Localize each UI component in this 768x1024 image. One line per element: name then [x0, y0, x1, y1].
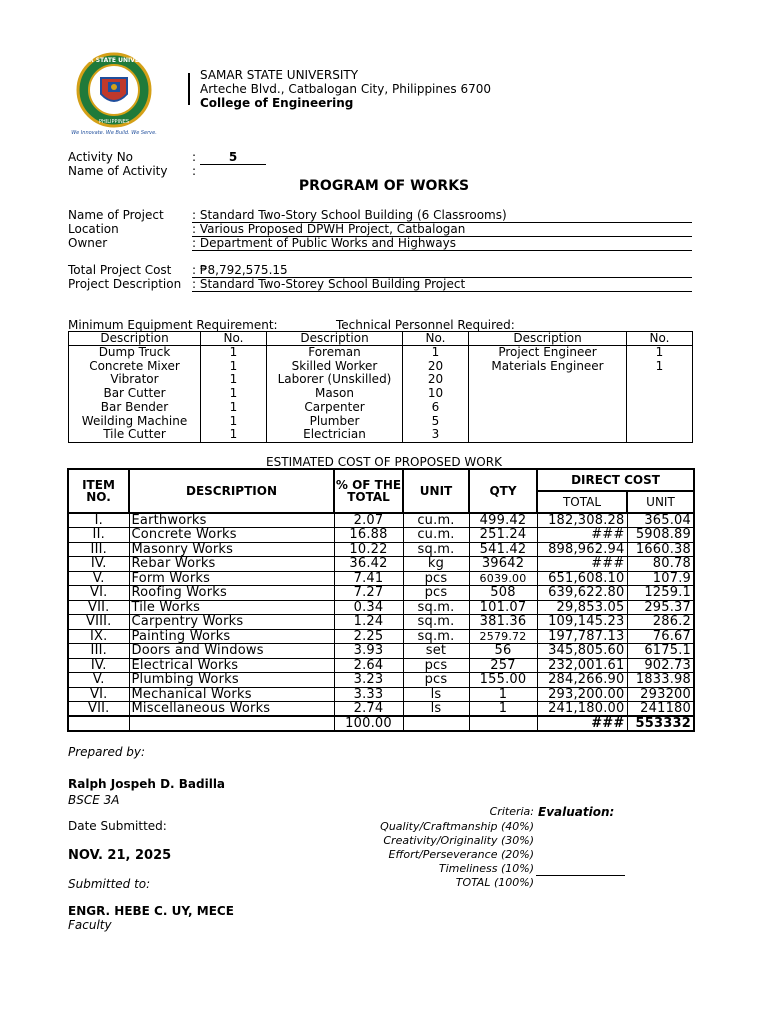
cost-table [67, 468, 695, 732]
unit-cell: set [403, 644, 469, 659]
item-no-cell: III. [68, 542, 129, 557]
qty-cell: 39642 [469, 557, 537, 572]
total-cost-cell: 898,962.94 [537, 542, 627, 557]
unit-cost-cell: 5908.89 [627, 528, 694, 543]
table-row [69, 387, 693, 401]
engineer-header-desc: Description [469, 332, 627, 346]
page-title: PROGRAM OF WORKS [298, 178, 470, 194]
cost-table-title: ESTIMATED COST OF PROPOSED WORK [266, 455, 502, 469]
percent-cell: 16.88 [334, 528, 403, 543]
item-no-cell: VII. [68, 702, 129, 717]
description-cell: Plumbing Works [129, 673, 334, 688]
qty-cell: 381.36 [469, 615, 537, 630]
description-cell: Masonry Works [129, 542, 334, 557]
item-no-cell: V. [68, 571, 129, 586]
total-cost-cell: 232,001.61 [537, 658, 627, 673]
description-cell: Mechanical Works [129, 687, 334, 702]
project-name-label: Name of Project [68, 208, 164, 222]
evaluation-label: Evaluation: [538, 805, 615, 819]
cell: 20 [403, 359, 469, 373]
header-total: TOTAL [537, 491, 627, 513]
description-cell: Miscellaneous Works [129, 702, 334, 717]
submitted-to-role: Faculty [68, 918, 112, 932]
preparer-name: Ralph Jospeh D. Badilla [68, 777, 226, 791]
cell [627, 373, 693, 387]
cell: 1 [201, 428, 267, 442]
table-row [68, 600, 694, 615]
total-blank-cell [469, 716, 537, 731]
header-direct-cost: DIRECT COST [537, 469, 694, 491]
item-no-cell: VIII. [68, 615, 129, 630]
cell: Foreman [267, 346, 403, 360]
cell: 1 [201, 346, 267, 360]
qty-cell: 6039.00 [469, 571, 537, 586]
total-cost-cell: 109,145.23 [537, 615, 627, 630]
qty-cell: 499.42 [469, 513, 537, 528]
item-no-cell: VI. [68, 687, 129, 702]
seal-top-text: SAMAR STATE UNIVERSITY [69, 57, 159, 64]
unit-cell: cu.m. [403, 528, 469, 543]
total-cost-value: : ₱8,792,575.15 [192, 263, 692, 278]
cell [627, 387, 693, 401]
table-row [68, 571, 694, 586]
total-cost-cell: 241,180.00 [537, 702, 627, 717]
percent-cell: 2.64 [334, 658, 403, 673]
percent-cell: 0.34 [334, 600, 403, 615]
description-cell: Doors and Windows [129, 644, 334, 659]
unit-cost-cell: 1833.98 [627, 673, 694, 688]
location-label: Location [68, 222, 119, 236]
cell [469, 387, 627, 401]
unit-cost-cell: 76.67 [627, 629, 694, 644]
activity-no-label: Activity No [68, 150, 134, 164]
cell: Plumber [267, 414, 403, 428]
unit-cell: sq.m. [403, 629, 469, 644]
cell: Concrete Mixer [69, 359, 201, 373]
criteria-total: TOTAL (100%) [455, 876, 534, 889]
equipment-header-row [69, 332, 693, 346]
percent-cell: 2.74 [334, 702, 403, 717]
equipment-table [68, 331, 693, 443]
header-item-no: ITEM NO. [68, 469, 129, 513]
total-percent-cell: 100.00 [334, 716, 403, 731]
unit-cost-cell: 286.2 [627, 615, 694, 630]
college-name: College of Engineering [200, 96, 354, 110]
total-cost-cell: 284,266.90 [537, 673, 627, 688]
cell: 5 [403, 414, 469, 428]
cell: 1 [201, 373, 267, 387]
qty-cell: 56 [469, 644, 537, 659]
percent-cell: 3.23 [334, 673, 403, 688]
unit-cell: ls [403, 687, 469, 702]
percent-cell: 3.93 [334, 644, 403, 659]
description-cell: Carpentry Works [129, 615, 334, 630]
total-cost-label: Total Project Cost [68, 263, 172, 277]
qty-cell: 2579.72 [469, 629, 537, 644]
university-seal [66, 52, 162, 136]
table-row [68, 658, 694, 673]
cell: 3 [403, 428, 469, 442]
cell: Mason [267, 387, 403, 401]
preparer-course: BSCE 3A [68, 793, 120, 807]
criteria-item: Timeliness (10%) [438, 862, 534, 875]
cell: Tile Cutter [69, 428, 201, 442]
prepared-by-label: Prepared by: [68, 745, 146, 759]
personnel-header-desc: Description [267, 332, 403, 346]
header-qty: QTY [469, 469, 537, 513]
unit-cost-cell: 1259.1 [627, 586, 694, 601]
cell: 20 [403, 373, 469, 387]
cell: 1 [201, 414, 267, 428]
unit-cell: pcs [403, 571, 469, 586]
cell [627, 428, 693, 442]
personnel-header-no: No. [403, 332, 469, 346]
cell [627, 414, 693, 428]
table-row [68, 557, 694, 572]
evaluation-line [536, 875, 625, 876]
table-row [68, 615, 694, 630]
qty-cell: 257 [469, 658, 537, 673]
item-no-cell: II. [68, 528, 129, 543]
unit-cell: pcs [403, 658, 469, 673]
description-cell: Form Works [129, 571, 334, 586]
cell [627, 401, 693, 415]
item-no-cell: V. [68, 673, 129, 688]
cell: Laborer (Unskilled) [267, 373, 403, 387]
university-name: SAMAR STATE UNIVERSITY [200, 68, 359, 82]
project-name-value: : Standard Two-Story School Building (6 Classrooms) [192, 208, 692, 223]
total-cost-cell: 345,805.60 [537, 644, 627, 659]
table-row [68, 542, 694, 557]
unit-cell: pcs [403, 586, 469, 601]
description-cell: Tile Works [129, 600, 334, 615]
item-no-cell: I. [68, 513, 129, 528]
table-row [68, 644, 694, 659]
total-cost-cell: 639,622.80 [537, 586, 627, 601]
submitted-to-name: ENGR. HEBE C. UY, MECE [68, 904, 234, 918]
criteria-item: Quality/Craftmanship (40%) [380, 820, 534, 833]
table-row [69, 401, 693, 415]
total-cost-cell: 182,308.28 [537, 513, 627, 528]
unit-cell: cu.m. [403, 513, 469, 528]
cell: 10 [403, 387, 469, 401]
activity-no-value: 5 [200, 150, 266, 165]
criteria-label: Criteria: [489, 805, 534, 818]
seal-motto: We Innovate. We Build. We Serve. [71, 130, 157, 136]
cell: 1 [201, 387, 267, 401]
table-row [69, 428, 693, 442]
location-value: : Various Proposed DPWH Project, Catbalogan [192, 222, 692, 237]
unit-cost-cell: 1660.38 [627, 542, 694, 557]
header-unit: UNIT [403, 469, 469, 513]
cell: 1 [403, 346, 469, 360]
table-row [68, 702, 694, 717]
activity-no-colon: : [192, 150, 197, 164]
unit-cost-cell: 80.78 [627, 557, 694, 572]
unit-cell: sq.m. [403, 615, 469, 630]
table-row [68, 513, 694, 528]
table-row [68, 629, 694, 644]
cell: Project Engineer [469, 346, 627, 360]
table-row [69, 346, 693, 360]
total-cost-cell: ### [537, 528, 627, 543]
cell [469, 428, 627, 442]
item-no-cell: VI. [68, 586, 129, 601]
unit-cell: sq.m. [403, 600, 469, 615]
total-blank-cell [403, 716, 469, 731]
project-desc-value: : Standard Two-Storey School Building Project [192, 277, 692, 292]
percent-cell: 2.07 [334, 513, 403, 528]
unit-cell: pcs [403, 673, 469, 688]
cell: 6 [403, 401, 469, 415]
description-cell: Earthworks [129, 513, 334, 528]
item-no-cell: III. [68, 644, 129, 659]
cost-header-row [68, 469, 694, 491]
description-cell: Electrical Works [129, 658, 334, 673]
percent-cell: 36.42 [334, 557, 403, 572]
unit-cost-cell: 241180 [627, 702, 694, 717]
total-cost-cell: 197,787.13 [537, 629, 627, 644]
equip-header-no: No. [201, 332, 267, 346]
table-row [69, 373, 693, 387]
qty-cell: 541.42 [469, 542, 537, 557]
item-no-cell: IV. [68, 658, 129, 673]
table-row [68, 528, 694, 543]
table-row [68, 687, 694, 702]
qty-cell: 1 [469, 702, 537, 717]
cell: Vibrator [69, 373, 201, 387]
header-description: DESCRIPTION [129, 469, 334, 513]
percent-cell: 3.33 [334, 687, 403, 702]
table-row [69, 359, 693, 373]
qty-cell: 155.00 [469, 673, 537, 688]
item-no-cell: VII. [68, 600, 129, 615]
owner-label: Owner [68, 236, 108, 250]
table-row [68, 673, 694, 688]
total-cost-cell: 293,200.00 [537, 687, 627, 702]
unit-cell: ls [403, 702, 469, 717]
cell: 1 [627, 346, 693, 360]
header-unit-cost: UNIT [627, 491, 694, 513]
percent-cell: 2.25 [334, 629, 403, 644]
cell [469, 414, 627, 428]
owner-value: : Department of Public Works and Highways [192, 236, 692, 251]
item-no-cell: IX. [68, 629, 129, 644]
total-row [68, 716, 694, 731]
unit-cost-cell: 293200 [627, 687, 694, 702]
unit-cost-cell: 107.9 [627, 571, 694, 586]
percent-cell: 7.27 [334, 586, 403, 601]
cell: 1 [627, 359, 693, 373]
qty-cell: 101.07 [469, 600, 537, 615]
total-blank-cell [129, 716, 334, 731]
cell: Skilled Worker [267, 359, 403, 373]
project-desc-label: Project Description [68, 277, 182, 291]
cell [469, 401, 627, 415]
percent-cell: 1.24 [334, 615, 403, 630]
cell [469, 373, 627, 387]
cell: Dump Truck [69, 346, 201, 360]
criteria-item: Creativity/Originality (30%) [383, 834, 534, 847]
percent-cell: 7.41 [334, 571, 403, 586]
cell: Weilding Machine [69, 414, 201, 428]
date-submitted-label: Date Submitted: [68, 819, 167, 833]
description-cell: Concrete Works [129, 528, 334, 543]
seal-bottom-text: PHILIPPINES [98, 119, 130, 125]
unit-cost-cell: 6175.1 [627, 644, 694, 659]
total-cost-cell: 29,853.05 [537, 600, 627, 615]
unit-cost-cell: 295.37 [627, 600, 694, 615]
submitted-to-label: Submitted to: [68, 877, 151, 891]
university-address: Arteche Blvd., Catbalogan City, Philippines 6700 [200, 82, 491, 96]
description-cell: Rebar Works [129, 557, 334, 572]
grand-total-cell: ### [537, 716, 627, 731]
cell: Bar Bender [69, 401, 201, 415]
table-row [69, 414, 693, 428]
item-no-cell: IV. [68, 557, 129, 572]
unit-cell: sq.m. [403, 542, 469, 557]
equipment-title: Minimum Equipment Requirement: [68, 318, 278, 332]
total-cost-cell: 651,608.10 [537, 571, 627, 586]
date-submitted-value: NOV. 21, 2025 [68, 848, 172, 863]
activity-name-colon: : [192, 164, 197, 178]
table-row [68, 586, 694, 601]
activity-name-label: Name of Activity [68, 164, 168, 178]
qty-cell: 508 [469, 586, 537, 601]
unit-cost-cell: 365.04 [627, 513, 694, 528]
cell: Bar Cutter [69, 387, 201, 401]
cell: Carpenter [267, 401, 403, 415]
unit-cell: kg [403, 557, 469, 572]
total-blank-cell [68, 716, 129, 731]
equip-header-desc: Description [69, 332, 201, 346]
cell: 1 [201, 359, 267, 373]
total-cost-cell: ### [537, 557, 627, 572]
personnel-title: Technical Personnel Required: [336, 318, 515, 332]
qty-cell: 251.24 [469, 528, 537, 543]
header-percent: % OF THE TOTAL [334, 469, 403, 513]
unit-cost-cell: 902.73 [627, 658, 694, 673]
cell: Electrician [267, 428, 403, 442]
description-cell: Roofing Works [129, 586, 334, 601]
percent-cell: 10.22 [334, 542, 403, 557]
cell: Materials Engineer [469, 359, 627, 373]
grand-unit-cell: 553332 [627, 716, 694, 731]
engineer-header-no: No. [627, 332, 693, 346]
cell: 1 [201, 401, 267, 415]
header-divider [188, 73, 190, 105]
description-cell: Painting Works [129, 629, 334, 644]
criteria-item: Effort/Perseverance (20%) [388, 848, 534, 861]
qty-cell: 1 [469, 687, 537, 702]
